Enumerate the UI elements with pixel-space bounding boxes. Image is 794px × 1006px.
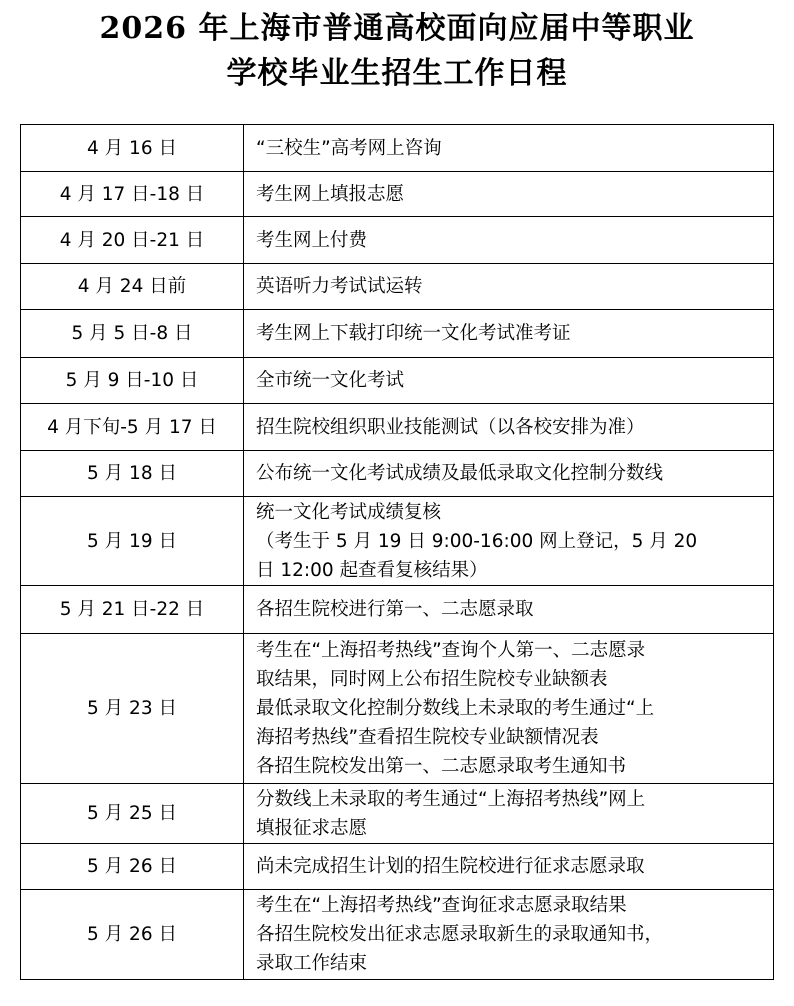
schedule-event-line: “三校生”高考网上咨询 [256, 137, 442, 159]
schedule-event-line: 各招生院校发出征求志愿录取新生的录取通知书， [256, 924, 664, 945]
schedule-event-line: 考生在“上海招考热线”查询征求志愿录取结果 [256, 895, 627, 916]
schedule-event [244, 586, 774, 634]
schedule-event-line: 招生院校组织职业技能测试（以各校安排为准） [256, 416, 645, 438]
schedule-table [20, 124, 774, 980]
schedule-date: 5 月 21 日-22 日 [21, 586, 244, 634]
schedule-event-line: 英语听力考试试运转 [256, 276, 423, 297]
schedule-event-line: 考生网上填报志愿 [256, 183, 405, 205]
schedule-event [244, 125, 774, 172]
schedule-date: 4 月下旬-5 月 17 日 [21, 404, 244, 451]
schedule-event-line: （考生于 5 月 19 日 9:00-16:00 网上登记，5 月 20 [256, 530, 698, 552]
schedule-row [21, 172, 774, 217]
schedule-event [244, 310, 774, 358]
schedule-event [244, 358, 774, 404]
schedule-event-line: 考生在“上海招考热线”查询个人第一、二志愿录 [256, 640, 646, 661]
schedule-event-line: 各招生院校进行第一、二志愿录取 [256, 599, 534, 620]
schedule-row [21, 497, 774, 586]
schedule-row [21, 890, 774, 980]
schedule-date: 4 月 20 日-21 日 [21, 217, 244, 264]
schedule-row [21, 125, 774, 172]
schedule-row [21, 217, 774, 264]
schedule-event-line: 填报征求志愿 [256, 817, 368, 839]
schedule-event-line: 最低录取文化控制分数线上未录取的考生通过“上 [256, 698, 655, 719]
schedule-event-line: 公布统一文化考试成绩及最低录取文化控制分数线 [256, 463, 664, 484]
schedule-row [21, 586, 774, 634]
schedule-event-line: 全市统一文化考试 [256, 370, 405, 391]
schedule-event-line: 统一文化考试成绩复核 [256, 501, 442, 523]
schedule-event-line: 分数线上未录取的考生通过“上海招考热线”网上 [256, 788, 646, 810]
schedule-event-line: 海招考热线”查看招生院校专业缺额情况表 [256, 727, 599, 748]
title-line-1: 2026 年上海市普通高校面向应届中等职业 [99, 11, 695, 46]
title-line-2: 学校毕业生招生工作日程 [226, 56, 568, 91]
schedule-event-line: 日 12:00 起查看复核结果） [256, 559, 488, 581]
schedule-date: 4 月 24 日前 [21, 264, 244, 310]
schedule-event [244, 451, 774, 497]
schedule-date: 4 月 17 日-18 日 [21, 172, 244, 217]
schedule-event [244, 264, 774, 310]
schedule-event [244, 404, 774, 451]
schedule-event-line: 考生网上付费 [256, 229, 368, 251]
schedule-date: 5 月 26 日 [21, 844, 244, 890]
schedule-date: 5 月 19 日 [21, 497, 244, 586]
schedule-body [21, 125, 774, 980]
schedule-event [244, 497, 774, 586]
schedule-event-line: 各招生院校发出第一、二志愿录取考生通知书 [256, 756, 627, 777]
schedule-event [244, 890, 774, 980]
schedule-date: 5 月 26 日 [21, 890, 244, 980]
schedule-row [21, 451, 774, 497]
schedule-event [244, 784, 774, 844]
schedule-row [21, 264, 774, 310]
schedule-date: 5 月 25 日 [21, 784, 244, 844]
schedule-event [244, 844, 774, 890]
schedule-row [21, 358, 774, 404]
schedule-event-line: 录取工作结束 [256, 953, 368, 974]
schedule-event [244, 172, 774, 217]
document-title [0, 6, 794, 96]
schedule-event [244, 634, 774, 784]
schedule-row [21, 404, 774, 451]
schedule-date: 5 月 9 日-10 日 [21, 358, 244, 404]
schedule-row [21, 844, 774, 890]
schedule-date: 4 月 16 日 [21, 125, 244, 172]
schedule-date: 5 月 18 日 [21, 451, 244, 497]
schedule-date: 5 月 5 日-8 日 [21, 310, 244, 358]
schedule-row [21, 310, 774, 358]
schedule-event-line: 取结果，同时网上公布招生院校专业缺额表 [256, 669, 608, 690]
schedule-date: 5 月 23 日 [21, 634, 244, 784]
schedule-row [21, 634, 774, 784]
schedule-row [21, 784, 774, 844]
schedule-event-line: 考生网上下载打印统一文化考试准考证 [256, 323, 571, 344]
schedule-event [244, 217, 774, 264]
schedule-event-line: 尚未完成招生计划的招生院校进行征求志愿录取 [256, 856, 645, 877]
